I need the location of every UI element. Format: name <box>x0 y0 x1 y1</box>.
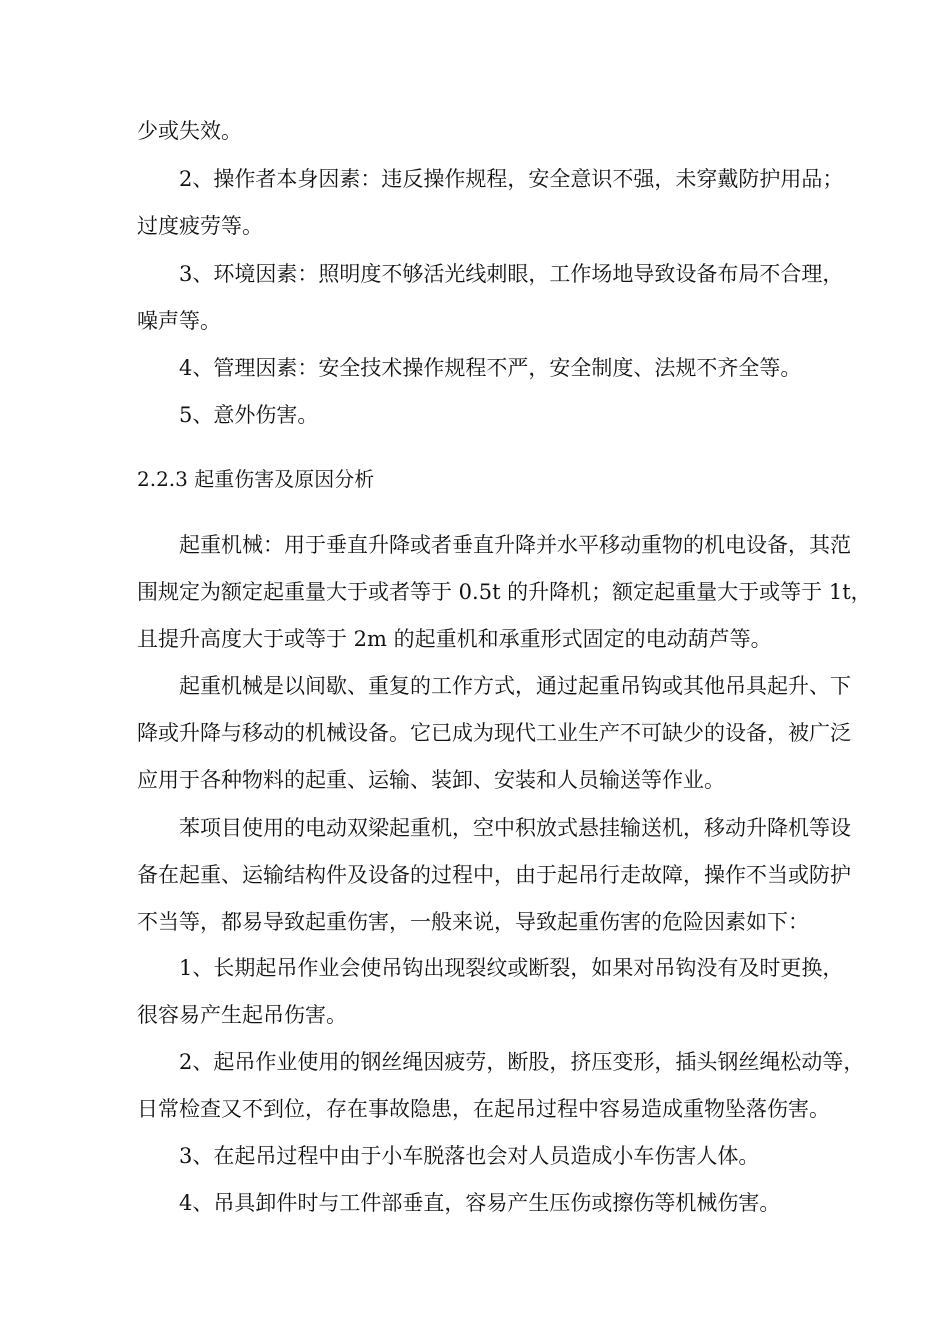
list-item-2-line-1: 2、操作者本身因素：违反操作规程，安全意识不强，未穿戴防护用品； <box>179 167 844 191</box>
paragraph-1-line-1: 起重机械：用于垂直升降或者垂直升降并水平移动重物的机电设备，其范 <box>179 533 851 557</box>
paragraph-3-line-1: 苯项目使用的电动双梁起重机，空中积放式悬挂输送机，移动升降机等设 <box>179 816 851 840</box>
paragraph-2-line-2: 降或升降与移动的机械设备。它已成为现代工业生产不可缺少的设备，被广泛 <box>137 721 851 745</box>
list-item-2-line-2: 过度疲劳等。 <box>137 214 263 238</box>
hazard-item-1-line-1: 1、长期起吊作业会使吊钩出现裂纹或断裂，如果对吊钩没有及时更换， <box>179 956 844 980</box>
list-item-4: 4、管理因素：安全技术操作规程不严，安全制度、法规不齐全等。 <box>179 356 802 380</box>
hazard-item-3: 3、在起吊过程中由于小车脱落也会对人员造成小车伤害人体。 <box>179 1144 760 1168</box>
continuation-text: 少或失效。 <box>137 119 242 143</box>
paragraph-3-line-2: 备在起重、运输结构件及设备的过程中，由于起吊行走故障，操作不当或防护 <box>137 863 851 887</box>
hazard-item-2-line-2: 日常检查又不到位，存在事故隐患，在起吊过程中容易造成重物坠落伤害。 <box>137 1097 830 1121</box>
hazard-item-1-line-2: 很容易产生起吊伤害。 <box>137 1003 347 1027</box>
hazard-item-2-line-1: 2、起吊作业使用的钢丝绳因疲劳，断股，挤压变形，插头钢丝绳松动等， <box>179 1050 865 1074</box>
paragraph-2-line-1: 起重机械是以间歇、重复的工作方式，通过起重吊钩或其他吊具起升、下 <box>179 674 851 698</box>
list-item-5: 5、意外伤害。 <box>179 403 319 427</box>
list-item-3-line-1: 3、环境因素：照明度不够活光线刺眼，工作场地导致设备布局不合理， <box>179 262 844 286</box>
paragraph-1-line-2: 围规定为额定起重量大于或者等于 0.5t 的升降机；额定起重量大于或等于 1t， <box>137 580 872 604</box>
paragraph-3-line-3: 不当等，都易导致起重伤害，一般来说，导致起重伤害的危险因素如下： <box>137 910 809 934</box>
hazard-item-4: 4、吊具卸件时与工件部垂直，容易产生压伤或擦伤等机械伤害。 <box>179 1191 781 1215</box>
paragraph-2-line-3: 应用于各种物料的起重、运输、装卸、安装和人员输送等作业。 <box>137 768 725 792</box>
list-item-3-line-2: 噪声等。 <box>137 309 221 333</box>
section-heading: 2.2.3 起重伤害及原因分析 <box>137 467 375 491</box>
paragraph-1-line-3: 且提升高度大于或等于 2m 的起重机和承重形式固定的电动葫芦等。 <box>137 627 772 651</box>
